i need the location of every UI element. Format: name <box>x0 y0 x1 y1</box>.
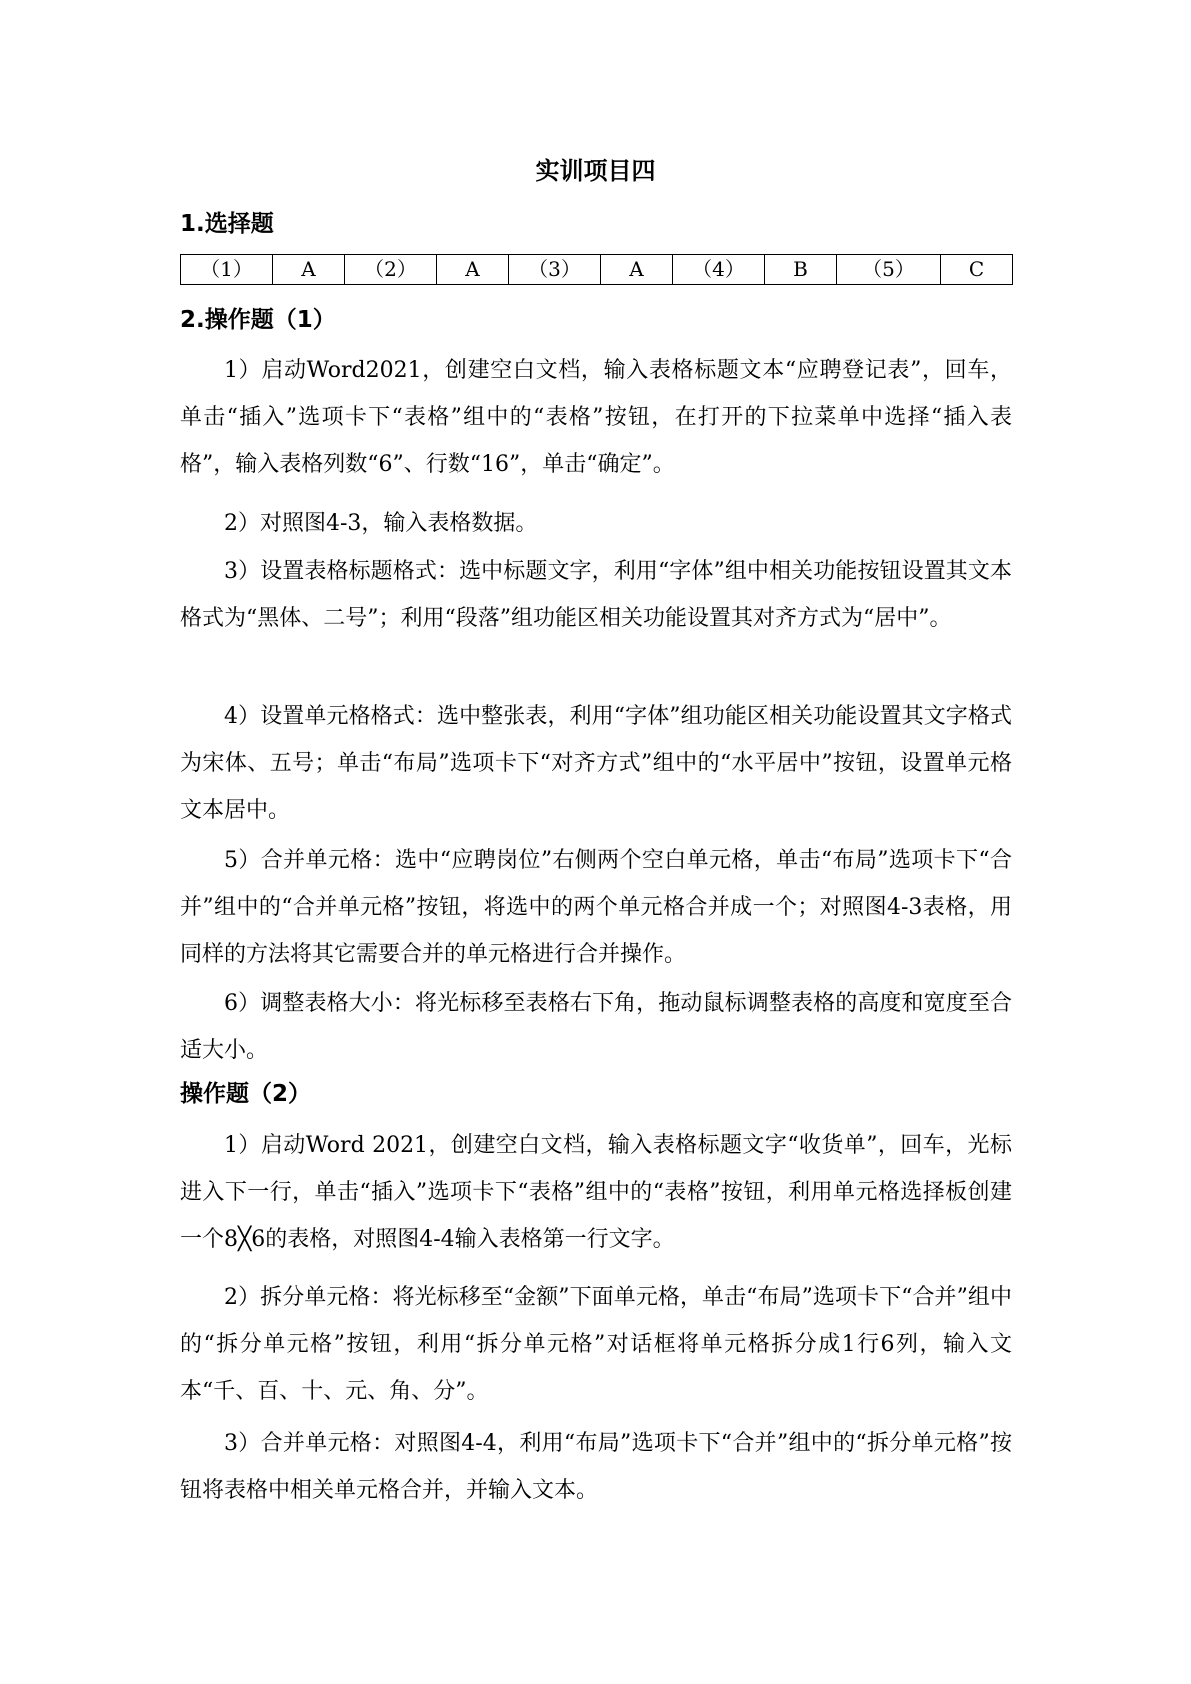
operation1-step-5: 5）合并单元格：选中“应聘岗位”右侧两个空白单元格，单击“布局”选项卡下“合并”组中的“合并单元格”按钮，将选中的两个单元格合并成一个；对照图4-3表格，用同样的方法将其它需要合并的单元格进行合并操作。 <box>180 848 1012 967</box>
answer-cell: B <box>765 255 837 285</box>
question-number-cell: （5） <box>837 255 941 285</box>
section-heading-operation-1: 2.操作题（1） <box>180 307 336 333</box>
question-number-cell: （3） <box>509 255 601 285</box>
section-heading-operation-2: 操作题（2） <box>180 1081 312 1107</box>
question-number-cell: （1） <box>181 255 273 285</box>
operation1-step-6: 6）调整表格大小：将光标移至表格右下角，拖动鼠标调整表格的高度和宽度至合适大小。 <box>180 991 1012 1063</box>
answer-cell: A <box>437 255 509 285</box>
question-number-cell: （4） <box>673 255 765 285</box>
operation1-step-2: 2）对照图4-3，输入表格数据。 <box>224 511 538 536</box>
operation1-step-1: 1）启动Word2021，创建空白文档，输入表格标题文本“应聘登记表”，回车，单击“插入”选项卡下“表格”组中的“表格”按钮，在打开的下拉菜单中选择“插入表格”，输入表格列数“6”、行数“16”，单击“确定”。 <box>180 358 1012 477</box>
page-title: 实训项目四 <box>535 157 656 185</box>
section-heading-choice: 1.选择题 <box>180 211 274 237</box>
operation1-step-3: 3）设置表格标题格式：选中标题文字，利用“字体”组中相关功能按钮设置其文本格式为“黑体、二号”；利用“段落”组功能区相关功能设置其对齐方式为“居中”。 <box>180 559 1012 631</box>
answer-table <box>180 254 1013 285</box>
operation1-step-4: 4）设置单元格格式：选中整张表，利用“字体”组功能区相关功能设置其文字格式为宋体、五号；单击“布局”选项卡下“对齐方式”组中的“水平居中”按钮，设置单元格文本居中。 <box>180 704 1012 823</box>
operation2-step-1: 1）启动Word 2021，创建空白文档，输入表格标题文字“收货单”，回车，光标进入下一行，单击“插入”选项卡下“表格”组中的“表格”按钮，利用单元格选择板创建一个8╳6的表格，对照图4-4输入表格第一行文字。 <box>180 1133 1012 1252</box>
operation2-step-3: 3）合并单元格：对照图4-4，利用“布局”选项卡下“合并”组中的“拆分单元格”按钮将表格中相关单元格合并，并输入文本。 <box>180 1431 1012 1503</box>
answer-cell: C <box>941 255 1013 285</box>
answer-row <box>181 255 1013 285</box>
operation2-step-2: 2）拆分单元格：将光标移至“金额”下面单元格，单击“布局”选项卡下“合并”组中的“拆分单元格”按钮，利用“拆分单元格”对话框将单元格拆分成1行6列，输入文本“千、百、十、元、角、分”。 <box>180 1285 1012 1404</box>
answer-cell: A <box>273 255 345 285</box>
question-number-cell: （2） <box>345 255 437 285</box>
answer-cell: A <box>601 255 673 285</box>
